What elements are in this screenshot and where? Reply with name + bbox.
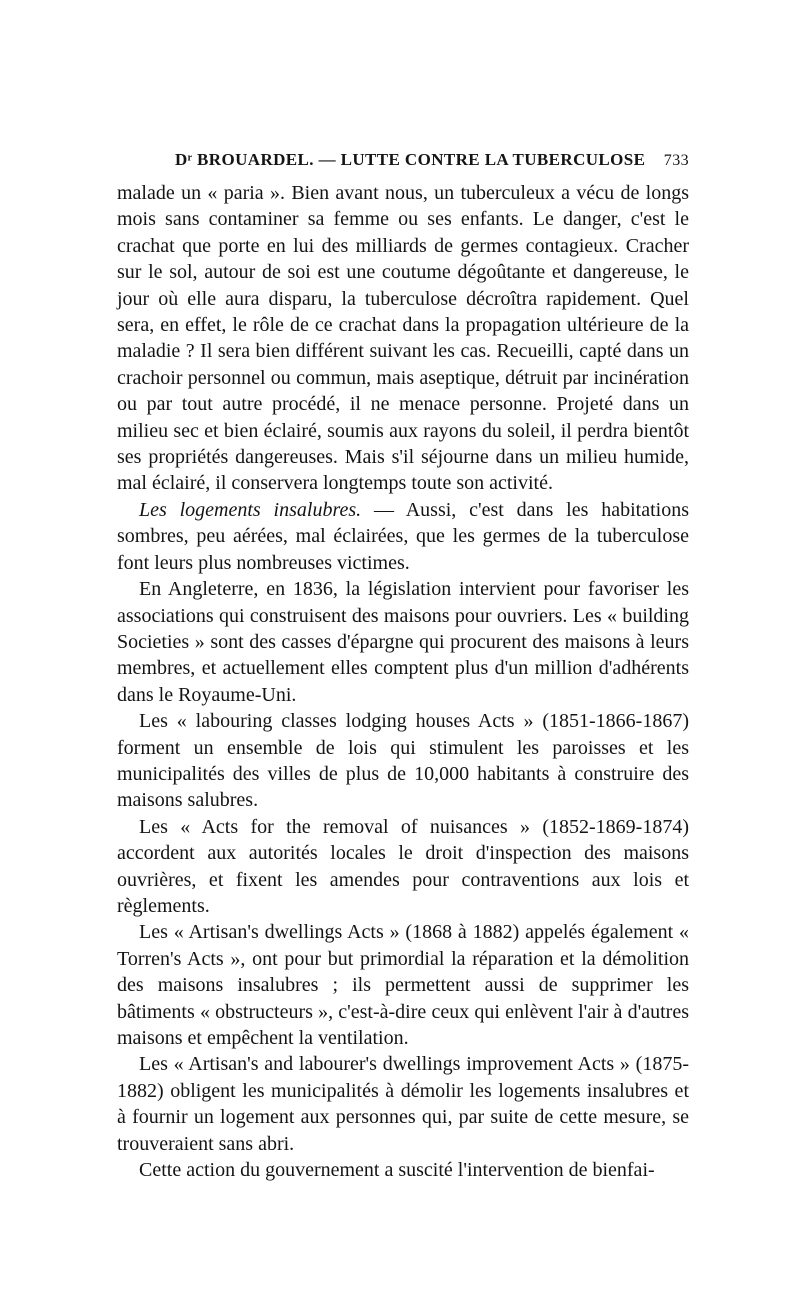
paragraph-dwellings-acts: Les « Artisan's dwellings Acts » (1868 à 1882) appelés également « Torren's Acts », ont pour but primordial la réparation et la démolition des maisons insalubres ; ils permettent aussi de supprimer les bâtiments « obstructeurs », c'est-à-dire ceux qui enlèvent l'air à d'autres maisons et empêchent la ventilation.: [117, 921, 689, 1049]
paragraph-gouvernement: Cette action du gouvernement a suscité l'intervention de bienfai-: [139, 1159, 655, 1182]
paragraph-improvement-acts: Les « Artisan's and labourer's dwellings improvement Acts » (1875-1882) obligent les municipalités à démolir les logements insalubres et à fournir un logement aux personnes qui, par suite de cette mesure, se trouveraient sans abri.: [117, 1053, 689, 1155]
paragraph-logements: [117, 497, 689, 576]
page-number: 733: [663, 152, 689, 169]
paragraph-nuisances-acts: Les « Acts for the removal of nuisances » (1852-1869-1874) accordent aux autorités locales le droit d'inspection des maisons ouvrières, et fixent les amendes pour contraventions aux lois et règlements.: [117, 815, 689, 917]
body-text: [117, 180, 689, 1183]
paragraph-lodging-houses-acts: Les « labouring classes lodging houses Acts » (1851-1866-1867) forment un ensemble de lois qui stimulent les paroisses et les municipalités des villes de plus de 10,000 habitants à construire des maisons salubres.: [117, 710, 689, 812]
section-title: Les logements insalubres.: [139, 498, 362, 521]
paragraph-text: — Aussi, c'est dans les habitations sombres, peu aérées, mal éclairées, que les germes de la tuberculose font leurs plus nombreuses victimes.: [117, 498, 689, 574]
running-title: Dʳ BROUARDEL. — LUTTE CONTRE LA TUBERCULOSE: [175, 150, 646, 169]
running-head: [175, 150, 689, 176]
paragraph-angleterre: En Angleterre, en 1836, la législation intervient pour favoriser les associations qui construisent des maisons pour ouvriers. Les « building Societies » sont des casses d'épargne qui procurent des maisons à leurs membres, et actuellement elles comptent plus d'un million d'adhérents dans le Royaume-Uni.: [117, 578, 689, 706]
paragraph-continuation: malade un « paria ». Bien avant nous, un tuberculeux a vécu de longs mois sans contaminer sa femme ou ses enfants. Le danger, c'est le crachat que porte en lui des milliards de germes contagieux. Cracher sur le sol, autour de soi est une coutume dégoûtante et dangereuse, le jour où elle aura disparu, la tuberculose décroîtra rapidement. Quel sera, en effet, le rôle de ce crachat dans la propagation ultérieure de la maladie ? Il sera bien différent suivant les cas. Recueilli, capté dans un crachoir personnel ou commun, mais aseptique, détruit par incinération ou par tout autre procédé, il ne menace personne. Projeté dans un milieu sec et bien éclairé, soumis aux rayons du soleil, il perdra bientôt ses propriétés dangereuses. Mais s'il séjourne dans un milieu humide, mal éclairé, il conservera longtemps toute son activité.: [117, 182, 689, 495]
book-page: [117, 150, 689, 1183]
